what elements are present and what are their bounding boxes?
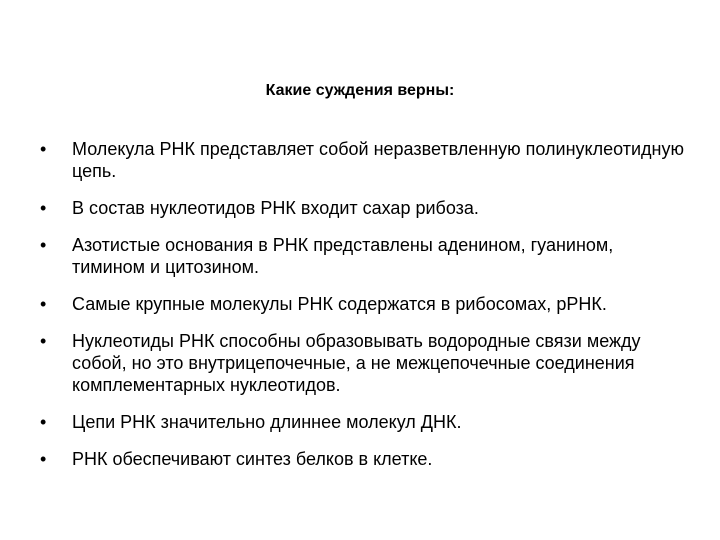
statement-text: Самые крупные молекулы РНК содержатся в рибосомах, рРНК. <box>72 294 607 314</box>
bullet-icon: • <box>40 294 47 314</box>
statement-item <box>38 448 688 470</box>
slide-title <box>0 81 720 101</box>
statement-item <box>38 330 688 396</box>
statement-text: Цепи РНК значительно длиннее молекул ДНК. <box>72 412 462 432</box>
statement-item <box>38 197 688 219</box>
statement-text: Азотистые основания в РНК представлены аденином, гуанином, тимином и цитозином. <box>72 235 614 277</box>
statement-text: РНК обеспечивают синтез белков в клетке. <box>72 449 433 469</box>
bullet-icon: • <box>40 449 47 469</box>
statement-list <box>38 138 688 485</box>
statement-text: Нуклеотиды РНК способны образовывать водородные связи между собой, но это внутрицепочечные, а не межцепочечные соединения комплементарных нуклеотидов. <box>72 331 641 395</box>
statement-text: Молекула РНК представляет собой неразветвленную полинуклеотидную цепь. <box>72 139 684 181</box>
bullet-icon: • <box>40 235 47 255</box>
bullet-icon: • <box>40 412 47 432</box>
statement-item <box>38 138 688 182</box>
slide-title-text: Какие суждения верны: <box>265 82 455 99</box>
bullet-icon: • <box>40 331 47 351</box>
bullet-icon: • <box>40 198 47 218</box>
bullet-icon: • <box>40 139 47 159</box>
statement-item <box>38 234 688 278</box>
statement-item <box>38 293 688 315</box>
statement-item <box>38 411 688 433</box>
statement-text: В состав нуклеотидов РНК входит сахар рибоза. <box>72 198 479 218</box>
